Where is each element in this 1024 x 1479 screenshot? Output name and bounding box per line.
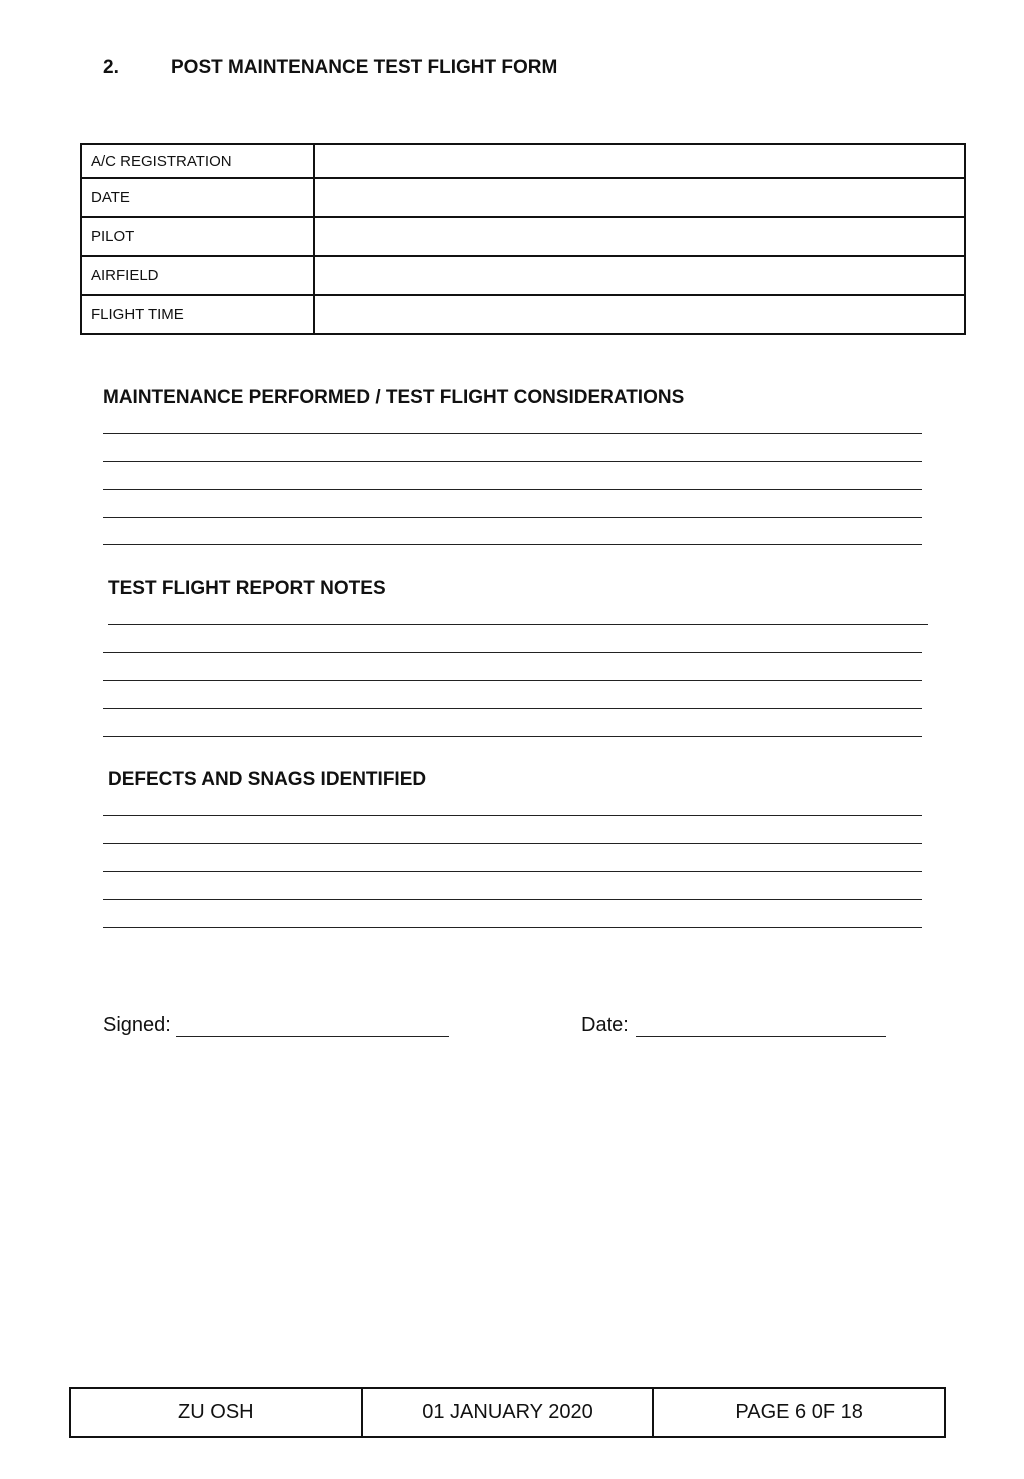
page-title: POST MAINTENANCE TEST FLIGHT FORM (171, 57, 558, 78)
report-notes-line[interactable] (103, 652, 922, 653)
defects-section-title: DEFECTS AND SNAGS IDENTIFIED (108, 769, 427, 790)
label-date: DATE (81, 178, 314, 217)
airfield-field[interactable] (314, 256, 965, 295)
footer-table (69, 1387, 946, 1438)
maintenance-line[interactable] (103, 489, 922, 490)
label-airfield: AIRFIELD (81, 256, 314, 295)
aircraft-info-table (80, 143, 966, 335)
footer-page-number: PAGE 6 0F 18 (653, 1388, 945, 1437)
section-number: 2. (103, 57, 119, 78)
signature-line[interactable] (176, 1036, 449, 1037)
label-pilot: PILOT (81, 217, 314, 256)
maintenance-section-title: MAINTENANCE PERFORMED / TEST FLIGHT CONSIDERATIONS (103, 387, 685, 408)
defects-line[interactable] (103, 843, 922, 844)
date-field[interactable] (314, 178, 965, 217)
report-notes-line[interactable] (103, 736, 922, 737)
maintenance-line[interactable] (103, 517, 922, 518)
defects-line[interactable] (103, 871, 922, 872)
label-registration: A/C REGISTRATION (81, 144, 314, 178)
table-row (81, 256, 965, 295)
signature-date-line[interactable] (636, 1036, 886, 1037)
report-notes-line[interactable] (103, 680, 922, 681)
maintenance-line[interactable] (103, 544, 922, 545)
signed-label: Signed: (103, 1014, 171, 1036)
footer-date: 01 JANUARY 2020 (362, 1388, 654, 1437)
table-row (81, 144, 965, 178)
defects-line[interactable] (103, 815, 922, 816)
date-label: Date: (581, 1014, 629, 1036)
flight-time-field[interactable] (314, 295, 965, 334)
label-flight-time: FLIGHT TIME (81, 295, 314, 334)
maintenance-line[interactable] (103, 433, 922, 434)
footer-doc-id: ZU OSH (70, 1388, 362, 1437)
report-notes-line[interactable] (103, 708, 922, 709)
report-notes-line[interactable] (108, 624, 928, 625)
defects-line[interactable] (103, 927, 922, 928)
pilot-field[interactable] (314, 217, 965, 256)
registration-field[interactable] (314, 144, 965, 178)
report-notes-section-title: TEST FLIGHT REPORT NOTES (108, 578, 386, 599)
table-row (81, 217, 965, 256)
maintenance-line[interactable] (103, 461, 922, 462)
defects-line[interactable] (103, 899, 922, 900)
table-row (81, 178, 965, 217)
table-row (81, 295, 965, 334)
